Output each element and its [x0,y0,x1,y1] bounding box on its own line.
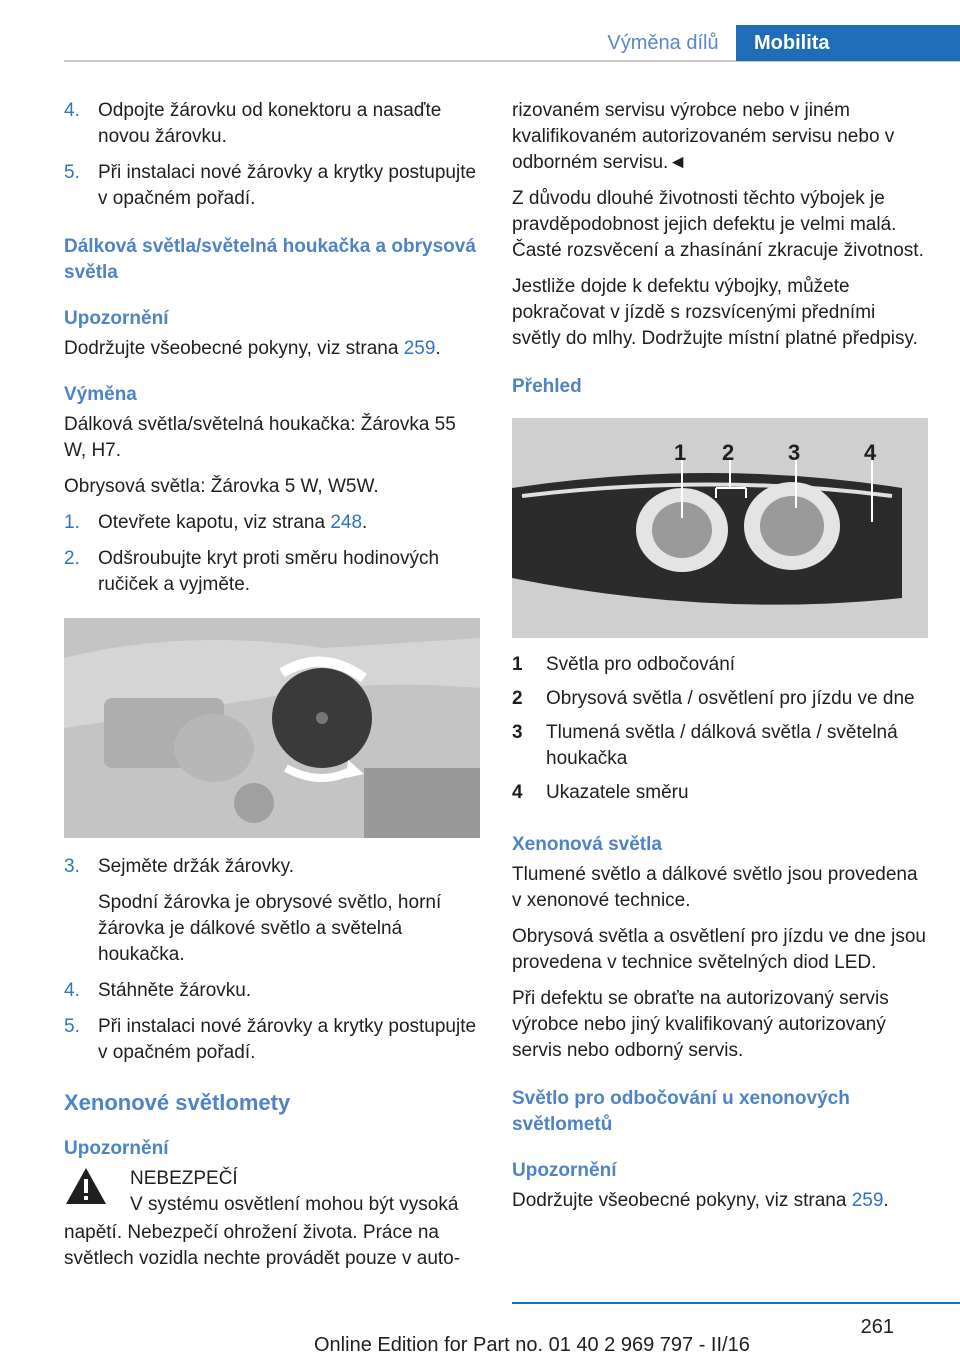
warning-icon [64,1166,108,1206]
paragraph: napětí. Nebezpečí ohrožení života. Práce na světlech vozidla nechte provádět pouze v auto- [64,1222,461,1269]
list-item: 2. Odšroubujte kryt proti směru hodinových ručiček a vyjměte. [64,548,440,595]
paragraph: Jestliže dojde k defektu výbojky, můžete pokračovat v jízdě s rozsvícenými předními světly do mlhy. Dodržujte místní platné předpisy. [512,276,918,349]
subheading: Upozornění [512,1160,617,1181]
callout-2: 2 [722,440,735,465]
paragraph: Z důvodu dlouhé životnosti těchto výbojek je pravděpodobnost jejich defektu je velmi malá. Časté rozsvěcení a zhasínání zkracuje životnost. [512,188,924,261]
subheading: Upozornění [64,308,169,329]
subheading: Xenonová světla [512,834,662,855]
engine-bay-image [64,618,480,838]
paragraph: Obrysová světla: Žárovka 5 W, W5W. [64,476,379,497]
page-number: 261 [860,1316,894,1338]
callout-3: 3 [788,440,801,465]
section-heading: Xenonové světlomety [64,1090,291,1115]
page-link[interactable]: 259 [403,338,436,359]
legend-item: 4 Ukazatele směru [512,782,689,803]
paragraph: Dodržujte všeobecné pokyny, viz strana 259. [64,338,441,359]
paragraph: Spodní žárovka je obrysové světlo, horní žárovka je dálkové světlo a světelná houkačka. [98,892,442,965]
list-item: 1. Otevřete kapotu, viz strana 248. [64,512,368,533]
subheading: Výměna [64,384,137,405]
section-heading: Dálková světla/světelná houkačka a obrysová světla [64,236,476,283]
list-item: 5. Při instalaci nové žárovky a krytky postupujte v opačném pořadí. [64,1016,477,1063]
page-link[interactable]: 248 [330,512,363,533]
paragraph: rizovaném servisu výrobce nebo v jiném kvalifikovaném autorizovaném servisu nebo v odborném servisu.◄ [512,100,895,173]
paragraph: Při defektu se obraťte na autorizovaný servis výrobce nebo jiný kvalifikovaný autorizovaný servis nebo odborný servis. [512,988,889,1061]
header-chapter-tab: Mobilita [736,25,960,61]
danger-box [64,1166,480,1218]
list-item: 5. Při instalaci nové žárovky a krytky postupujte v opačném pořadí. [64,162,477,209]
section-heading: Světlo pro odbočování u xenonových světlometů [512,1088,850,1135]
subheading: Upozornění [64,1138,169,1159]
paragraph: Dodržujte všeobecné pokyny, viz strana 259. [512,1190,889,1211]
danger-text: V systému osvětlení mohou být vysoká [130,1194,459,1215]
list-item: 3. Sejměte držák žárovky. [64,856,295,877]
right-column [512,98,928,1224]
paragraph: Dálková světla/světelná houkačka: Žárovka 55 W, H7. [64,414,456,461]
list-item: 4. Stáhněte žárovku. [64,980,252,1001]
left-column [64,98,480,1282]
page-link[interactable]: 259 [851,1190,884,1211]
danger-title: NEBEZPEČÍ [130,1168,238,1189]
legend-item: 3 Tlumená světla / dálková světla / světelná houkačka [512,722,898,769]
paragraph: Obrysová světla a osvětlení pro jízdu ve dne jsou provedena v technice světelných diod LED. [512,926,927,973]
list-item: 4. Odpojte žárovku od konektoru a nasaďte novou žárovku. [64,100,442,147]
header-section: Výměna dílů [607,32,719,54]
edition-note: Online Edition for Part no. 01 40 2 969 797 - II/16 [314,1334,750,1356]
headlight-image [512,418,928,638]
legend-item: 2 Obrysová světla / osvětlení pro jízdu ve dne [512,688,915,709]
legend-item: 1 Světla pro odbočování [512,654,736,675]
subheading: Přehled [512,376,582,397]
paragraph: Tlumené světlo a dálkové světlo jsou provedena v xenonové technice. [512,864,918,911]
callout-4: 4 [864,440,877,465]
callout-1: 1 [674,440,687,465]
footer-rule [512,1302,960,1304]
